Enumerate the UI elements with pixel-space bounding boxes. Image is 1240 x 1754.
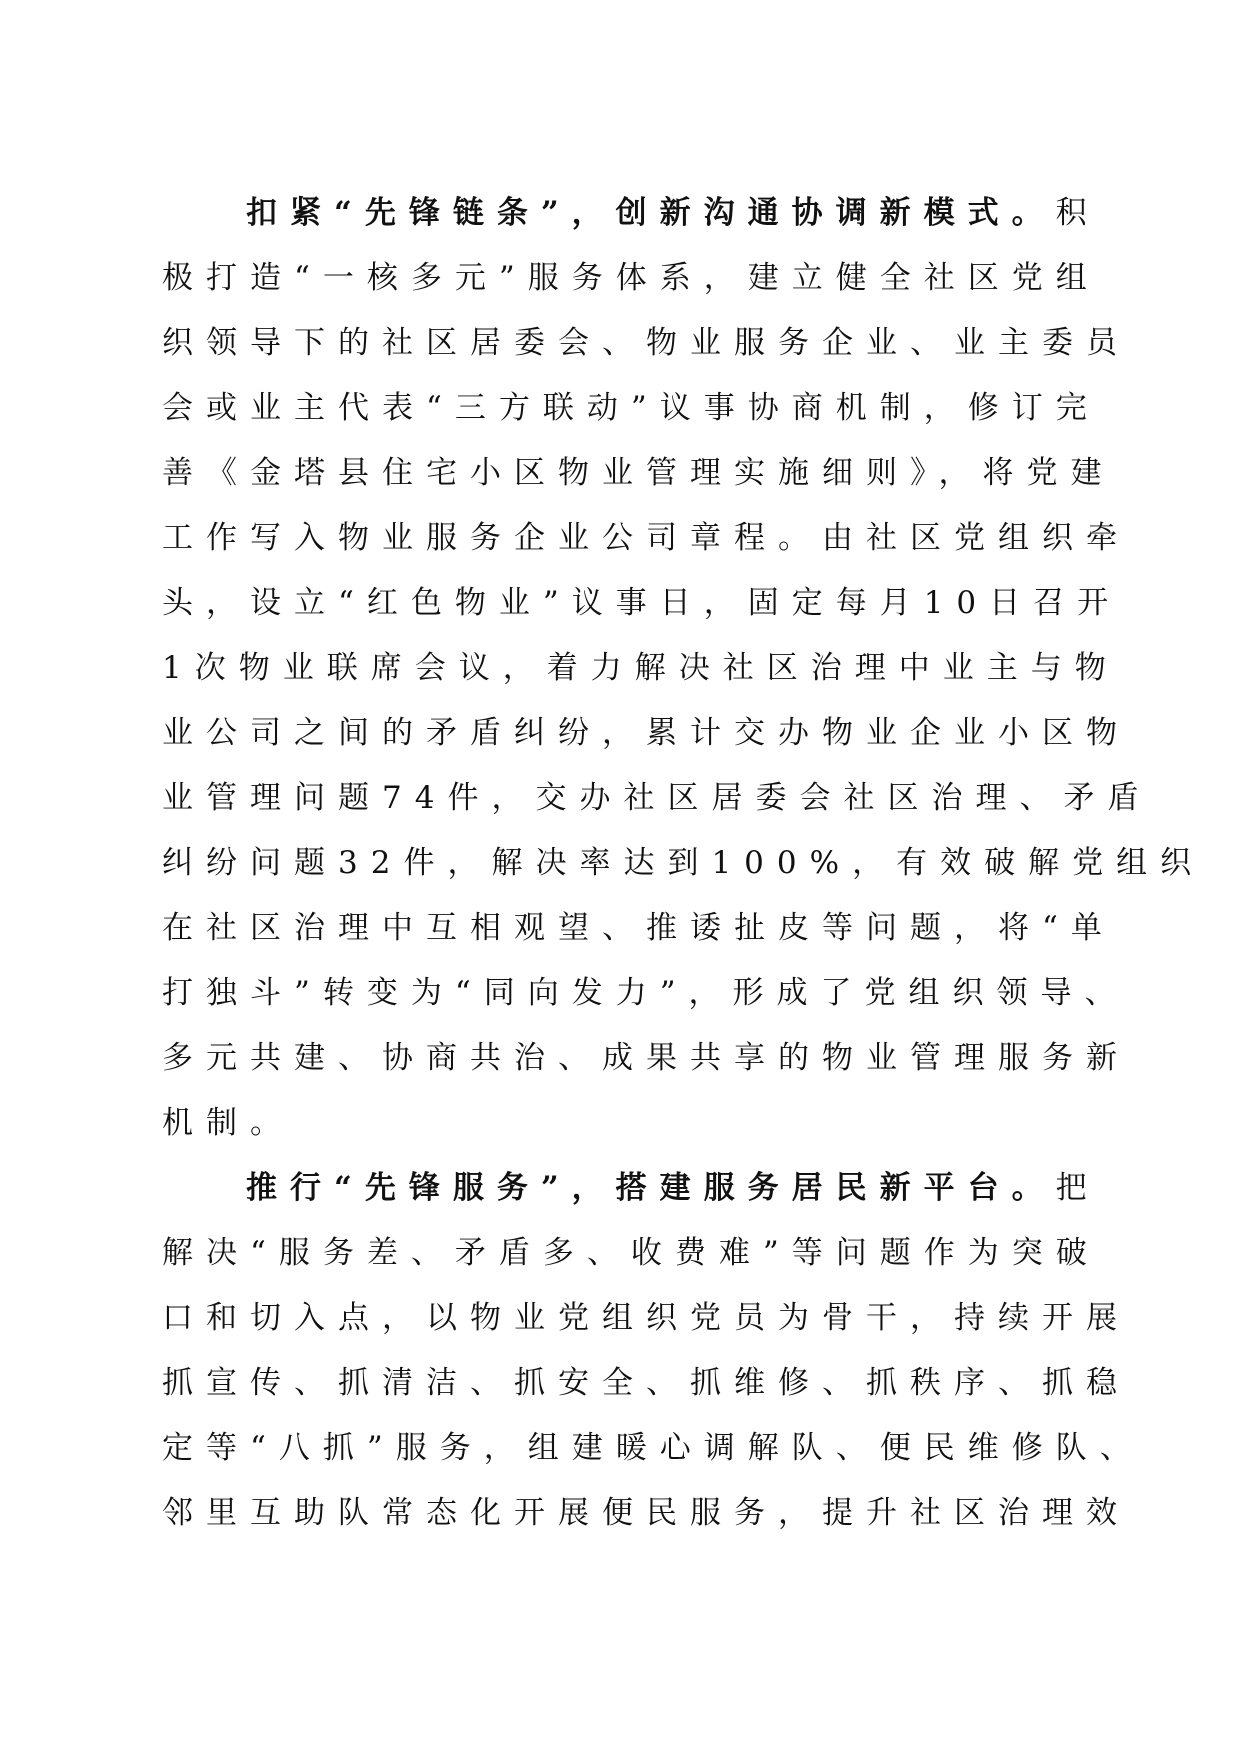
paragraph-2-first-line bbox=[162, 1156, 1102, 1221]
text-line: 纠纷问题32件，解决率达到100%，有效破解党组织 bbox=[162, 845, 1205, 881]
paragraph-1-first-line-rest: 积 bbox=[1055, 195, 1100, 231]
text-line: 解决“服务差、矛盾多、收费难”等问题作为突破 bbox=[162, 1235, 1100, 1271]
paragraph-2-first-line-rest: 把 bbox=[1055, 1170, 1100, 1206]
paragraph-1 bbox=[162, 181, 1205, 1156]
document-body bbox=[162, 181, 1205, 1546]
text-line: 打独斗”转变为“同向发力”，形成了党组织领导、 bbox=[162, 975, 1129, 1011]
text-line: 定等“八抓”服务，组建暖心调解队、便民维修队、 bbox=[162, 1430, 1144, 1466]
text-line: 邻里互助队常态化开展便民服务，提升社区治理效 bbox=[162, 1495, 1130, 1531]
text-line: 会或业主代表“三方联动”议事协商机制，修订完 bbox=[162, 390, 1100, 426]
text-line: 织领导下的社区居委会、物业服务企业、业主委员 bbox=[162, 325, 1130, 361]
text-line: 在社区治理中互相观望、推诿扯皮等问题，将“单 bbox=[162, 910, 1115, 946]
text-line: 抓宣传、抓清洁、抓安全、抓维修、抓秩序、抓稳 bbox=[162, 1365, 1130, 1401]
text-line: 业公司之间的矛盾纠纷，累计交办物业企业小区物 bbox=[162, 715, 1130, 751]
paragraph-1-heading: 扣紧“先锋链条”，创新沟通协调新模式。 bbox=[246, 195, 1056, 231]
text-line: 头，设立“红色物业”议事日，固定每月10日召开 bbox=[162, 585, 1122, 621]
text-line: 极打造“一核多元”服务体系，建立健全社区党组 bbox=[162, 260, 1100, 296]
paragraph-2 bbox=[162, 1156, 1144, 1546]
paragraph-2-heading: 推行“先锋服务”，搭建服务居民新平台。 bbox=[246, 1170, 1056, 1206]
text-line: 机制。 bbox=[162, 1105, 294, 1141]
text-line: 工作写入物业服务企业公司章程。由社区党组织牵 bbox=[162, 520, 1130, 556]
text-line: 口和切入点，以物业党组织党员为骨干，持续开展 bbox=[162, 1300, 1130, 1336]
text-line: 善《金塔县住宅小区物业管理实施细则》，将党建 bbox=[162, 455, 1115, 491]
text-line: 1次物业联席会议，着力解决社区治理中业主与物 bbox=[162, 650, 1119, 686]
paragraph-1-first-line bbox=[162, 181, 1102, 246]
text-line: 业管理问题74件，交办社区居委会社区治理、矛盾 bbox=[162, 780, 1152, 816]
text-line: 多元共建、协商共治、成果共享的物业管理服务新 bbox=[162, 1040, 1130, 1076]
